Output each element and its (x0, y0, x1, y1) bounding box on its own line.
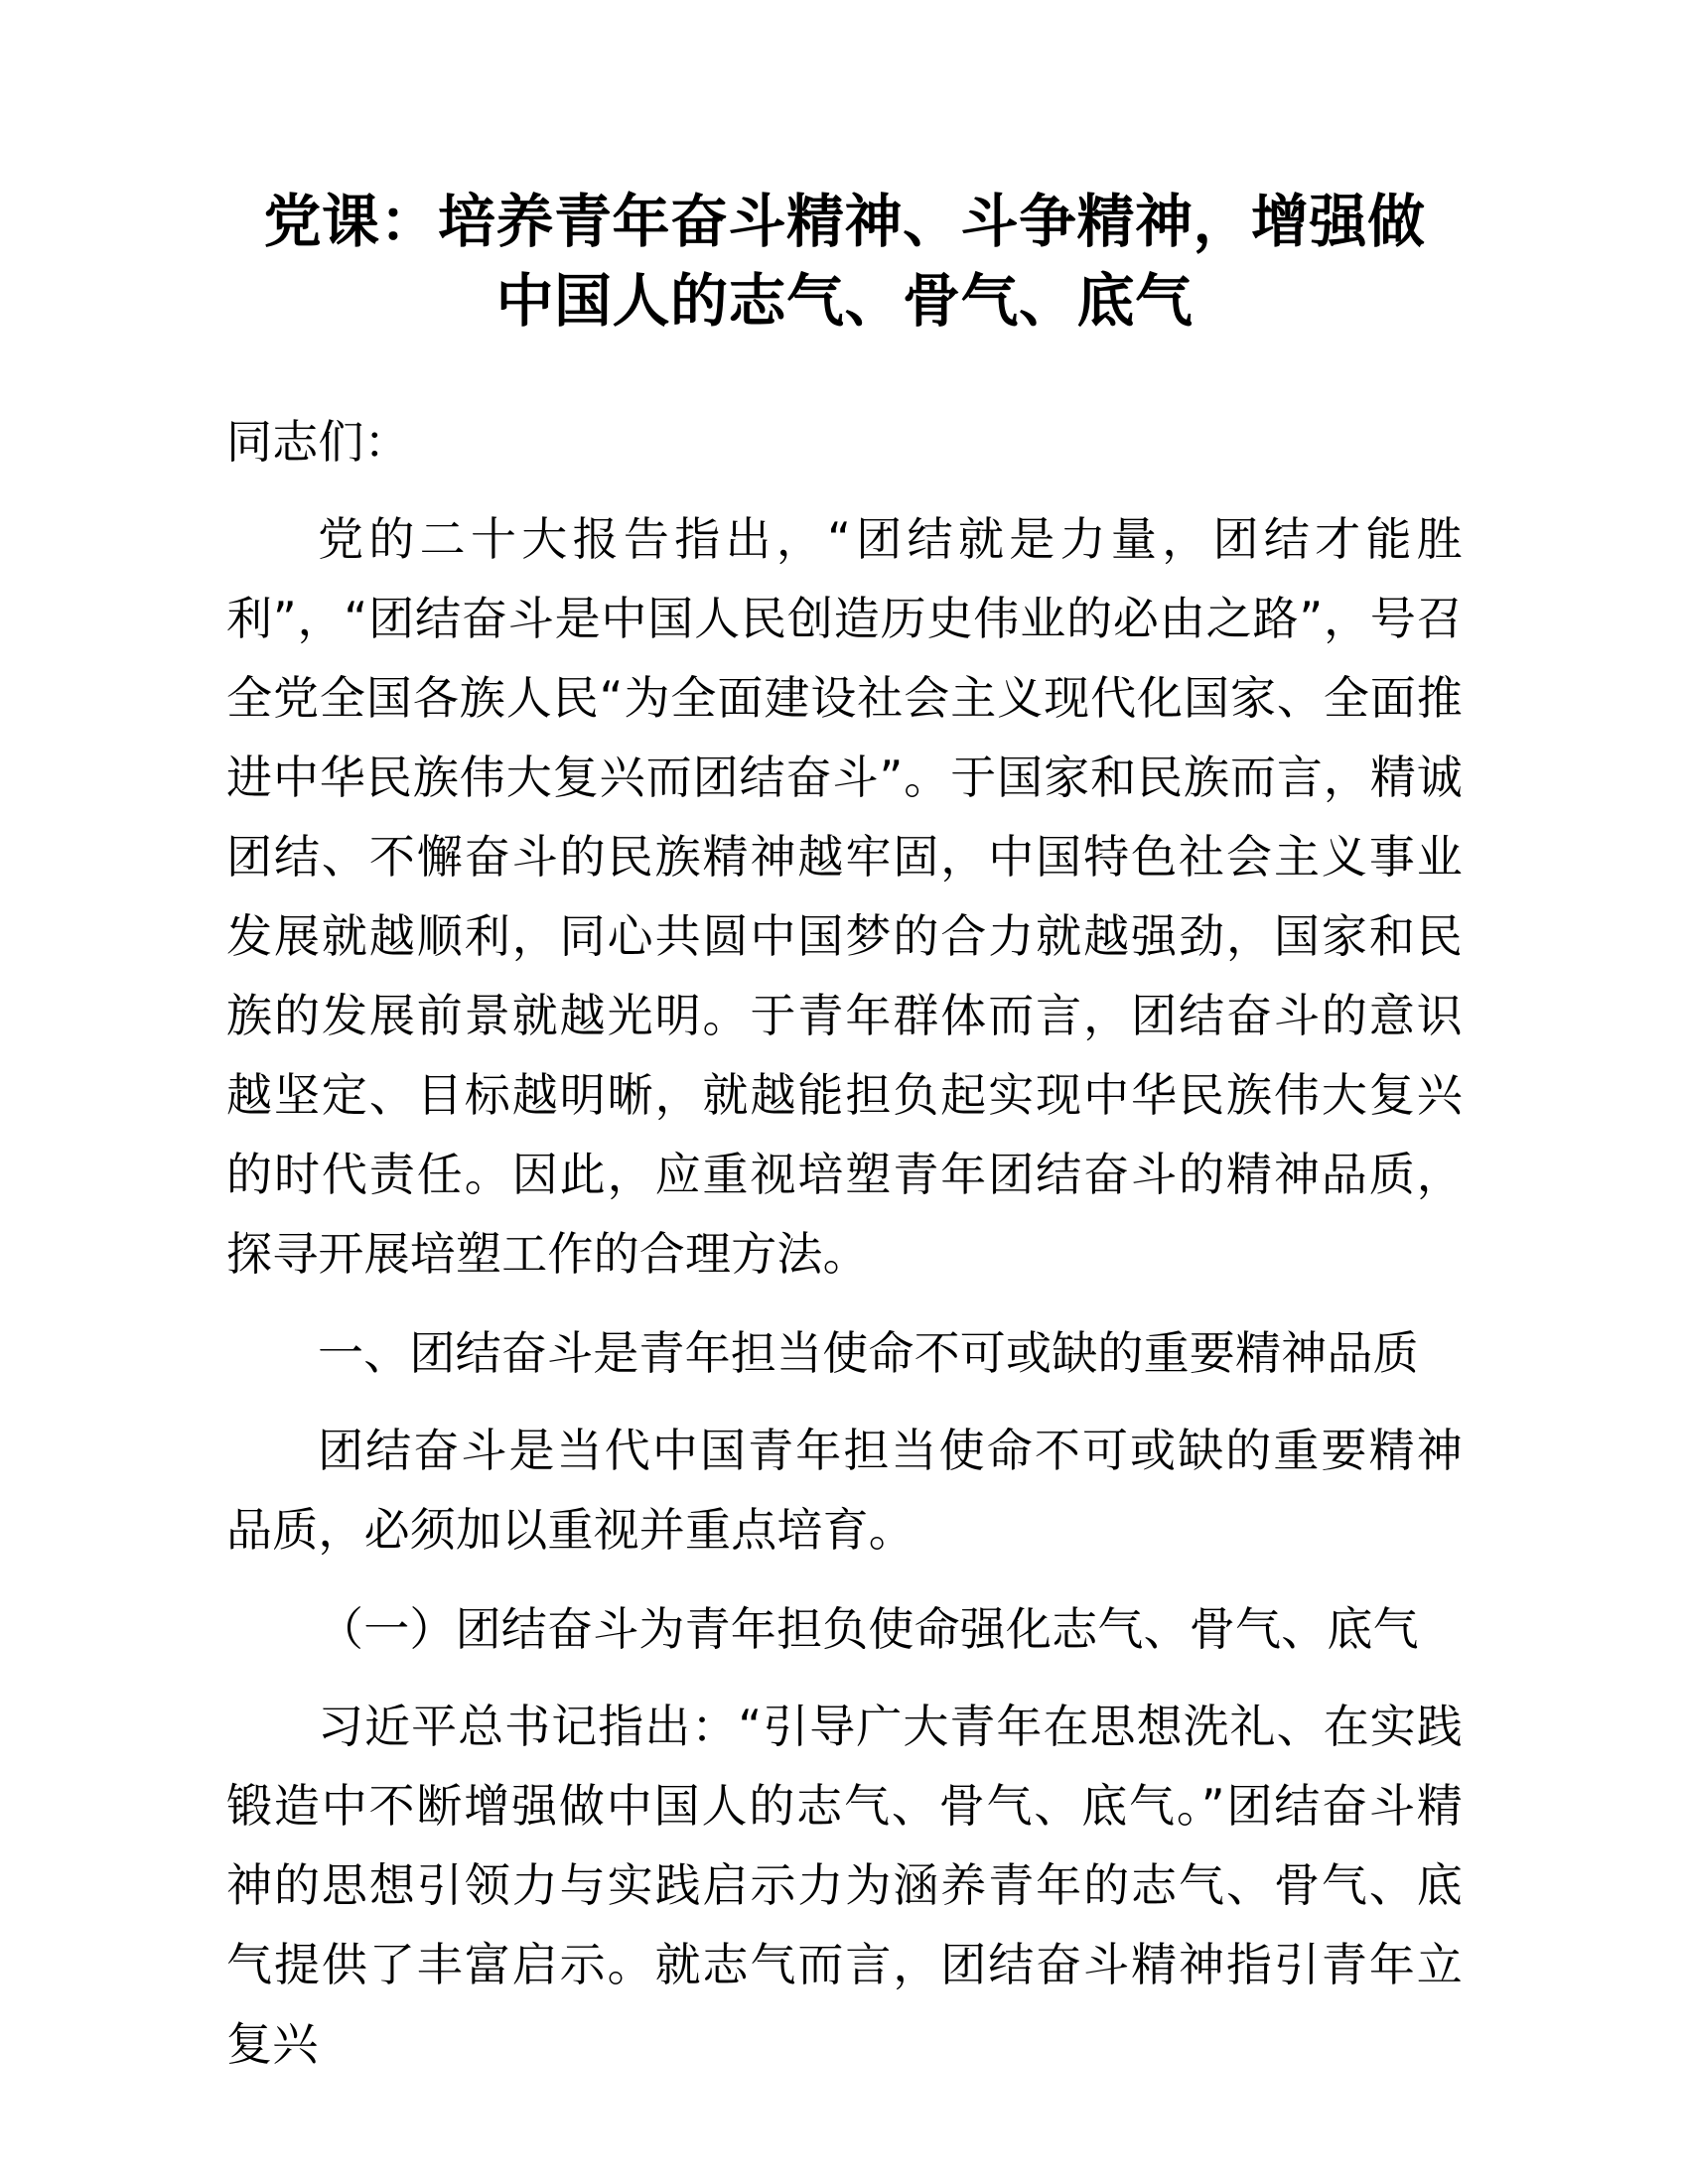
page-title-line-1: 党课：培养青年奋斗精神、斗争精神，增强做 (263, 188, 1426, 255)
section-heading-one: 一、团结奋斗是青年担当使命不可或缺的重要精神品质 (318, 1326, 1419, 1380)
paragraph-subsection-one-one: 习近平总书记指出：“引导广大青年在思想洗礼、在实践锻造中不断增强做中国人的志气、骨气、底气。”团结奋斗精神的思想引领力与实践启示力为涵养青年的志气、骨气、底气提供了丰富启示。就志气而言，团结奋斗精神指引青年立复兴 (226, 1700, 1463, 2071)
subsection-heading-one-one: （一）团结奋斗为青年担负使命强化志气、骨气、底气 (318, 1602, 1419, 1656)
document-body (226, 0, 1463, 2084)
paragraph-intro: 党的二十大报告指出，“团结就是力量，团结才能胜利”，“团结奋斗是中国人民创造历史伟业的必由之路”，号召全党全国各族人民“为全面建设社会主义现代化国家、全面推进中华民族伟大复兴而团结奋斗”。于国家和民族而言，精诚团结、不懈奋斗的民族精神越牢固，中国特色社会主义事业发展就越顺利，同心共圆中国梦的合力就越强劲，国家和民族的发展前景就越光明。于青年群体而言，团结奋斗的意识越坚定、目标越明晰，就越能担负起实现中华民族伟大复兴的时代责任。因此，应重视培塑青年团结奋斗的精神品质，探寻开展培塑工作的合理方法。 (226, 512, 1463, 1281)
page-title-line-2: 中国人的志气、骨气、底气 (495, 267, 1194, 335)
page-title (226, 0, 1463, 341)
paragraph-section-one-intro: 团结奋斗是当代中国青年担当使命不可或缺的重要精神品质，必须加以重视并重点培育。 (226, 1424, 1463, 1557)
salutation: 同志们： (226, 415, 410, 469)
